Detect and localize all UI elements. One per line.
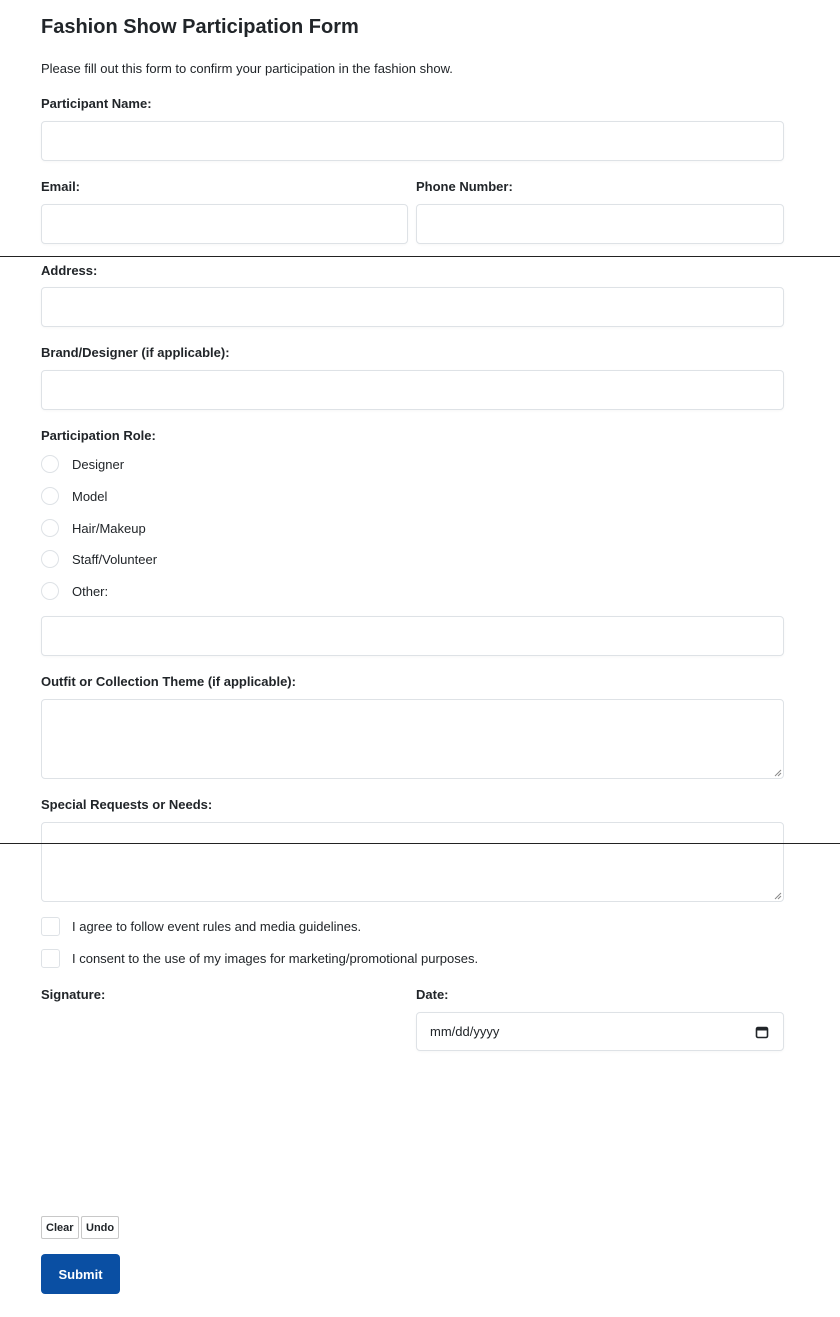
brand-label: Brand/Designer (if applicable): xyxy=(41,345,230,360)
divider-line xyxy=(0,256,840,257)
role-option-designer[interactable] xyxy=(41,455,124,473)
email-label: Email: xyxy=(41,179,81,194)
theme-textarea[interactable] xyxy=(41,699,784,779)
theme-label: Outfit or Collection Theme (if applicable): xyxy=(41,674,296,689)
consent-images-checkbox[interactable] xyxy=(41,949,60,968)
resize-grip-icon[interactable] xyxy=(774,892,782,900)
date-input[interactable] xyxy=(416,1012,784,1051)
form-intro: Please fill out this form to confirm your participation in the fashion show. xyxy=(41,61,453,76)
consent-images-label: I consent to the use of my images for marketing/promotional purposes. xyxy=(72,951,479,966)
date-placeholder: mm/dd/yyyy xyxy=(430,1024,500,1039)
calendar-icon[interactable] xyxy=(755,1025,769,1039)
undo-button[interactable]: Undo xyxy=(81,1216,119,1239)
role-other-input[interactable] xyxy=(41,616,784,656)
role-label: Participation Role: xyxy=(41,428,156,443)
resize-grip-icon[interactable] xyxy=(774,769,782,777)
phone-input[interactable] xyxy=(416,204,784,244)
radio-button[interactable] xyxy=(41,487,59,505)
consent-images-checkbox-row[interactable] xyxy=(41,949,478,968)
signature-pad[interactable] xyxy=(41,1012,408,1202)
radio-button[interactable] xyxy=(41,582,59,600)
role-option-label: Other: xyxy=(72,583,109,599)
role-option-hair-makeup[interactable] xyxy=(41,519,146,537)
agree-rules-checkbox-row[interactable] xyxy=(41,917,361,936)
address-label: Address: xyxy=(41,263,98,278)
agree-rules-label: I agree to follow event rules and media guidelines. xyxy=(72,919,362,934)
requests-textarea[interactable] xyxy=(41,822,784,902)
brand-input[interactable] xyxy=(41,370,784,410)
participant-name-input[interactable] xyxy=(41,121,784,161)
radio-button[interactable] xyxy=(41,455,59,473)
phone-label: Phone Number: xyxy=(416,179,513,194)
participant-name-label: Participant Name: xyxy=(41,96,152,111)
submit-button[interactable]: Submit xyxy=(41,1254,120,1294)
role-option-label: Hair/Makeup xyxy=(72,520,146,536)
role-option-label: Designer xyxy=(72,456,125,472)
divider-line xyxy=(0,843,840,844)
role-option-staff-volunteer[interactable] xyxy=(41,550,157,568)
form-title: Fashion Show Participation Form xyxy=(41,16,359,38)
agree-rules-checkbox[interactable] xyxy=(41,917,60,936)
clear-button[interactable]: Clear xyxy=(41,1216,79,1239)
requests-label: Special Requests or Needs: xyxy=(41,797,213,812)
radio-button[interactable] xyxy=(41,550,59,568)
signature-label: Signature: xyxy=(41,987,106,1002)
email-input[interactable] xyxy=(41,204,408,244)
role-option-other[interactable] xyxy=(41,582,108,600)
radio-button[interactable] xyxy=(41,519,59,537)
role-option-label: Staff/Volunteer xyxy=(72,551,158,567)
date-label: Date: xyxy=(416,987,449,1002)
address-input[interactable] xyxy=(41,287,784,327)
role-option-label: Model xyxy=(72,488,108,504)
role-option-model[interactable] xyxy=(41,487,107,505)
